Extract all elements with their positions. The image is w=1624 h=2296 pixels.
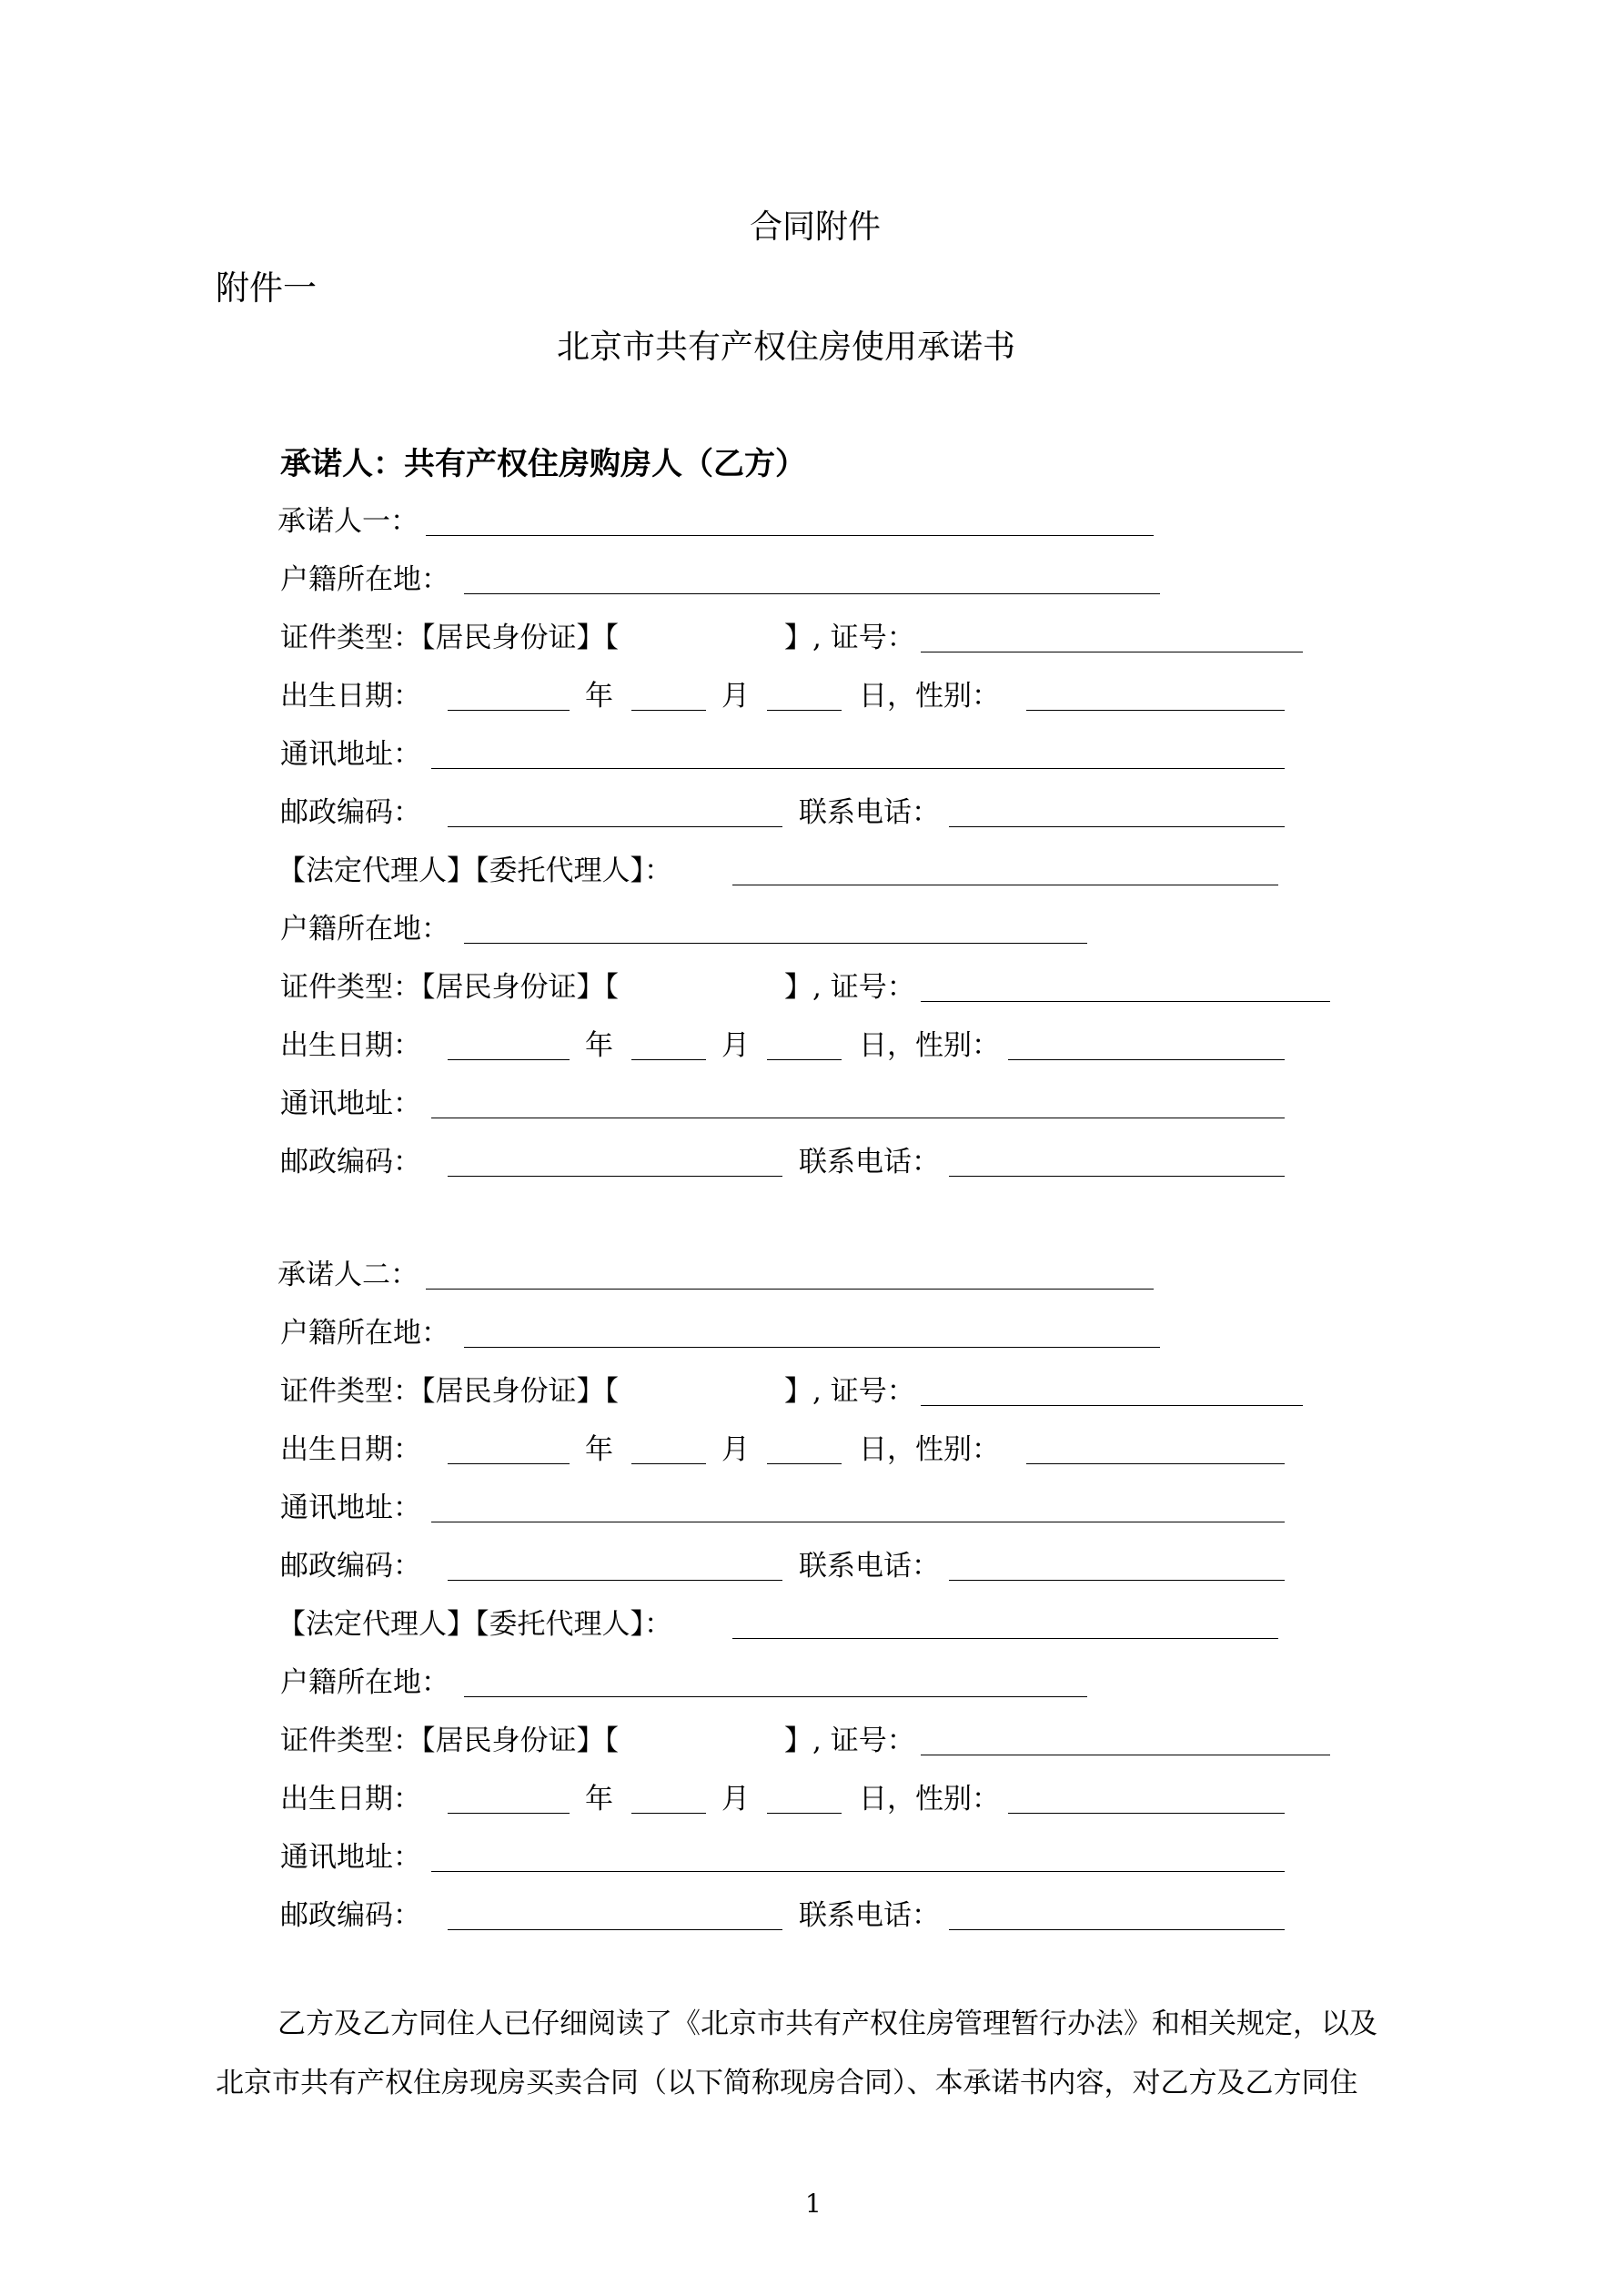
id-type-label-2: 证件类型：【居民身份证】【 — [280, 1375, 619, 1408]
agent-id-type-label-2: 证件类型：【居民身份证】【 — [280, 1725, 619, 1757]
agent-year-label: 年 — [585, 1029, 613, 1062]
agent-id-number-field[interactable] — [921, 1001, 1330, 1002]
birth-date-label: 出生日期： — [280, 680, 421, 713]
phone-field-2[interactable] — [949, 1580, 1285, 1581]
agent-address-field-2[interactable] — [431, 1871, 1285, 1872]
body-paragraph-line-2: 北京市共有产权住房现房买卖合同（以下简称现房合同）、本承诺书内容，对乙方及乙方同住 — [216, 2067, 1358, 2099]
agent-household-label: 户籍所在地： — [280, 913, 449, 946]
gender-field[interactable] — [1026, 710, 1285, 711]
agent-postcode-label-2: 邮政编码： — [280, 1899, 421, 1932]
agent-household-label-2: 户籍所在地： — [280, 1666, 449, 1699]
agent-phone-field[interactable] — [949, 1176, 1285, 1177]
address-label: 通讯地址： — [280, 738, 421, 771]
promisor-heading: 承诺人：共有产权住房购房人（乙方） — [280, 446, 806, 482]
household-field-2[interactable] — [464, 1347, 1160, 1348]
id-type-label: 证件类型：【居民身份证】【 — [280, 622, 619, 654]
id-number-field-2[interactable] — [921, 1405, 1303, 1406]
postcode-label-2: 邮政编码： — [280, 1550, 421, 1583]
household-field[interactable] — [464, 593, 1160, 594]
address-field[interactable] — [431, 768, 1285, 769]
agent-household-field[interactable] — [464, 943, 1087, 944]
day-gender-label-2: 日，性别： — [859, 1433, 1000, 1466]
phone-field[interactable] — [949, 826, 1285, 827]
agent-phone-label: 联系电话： — [799, 1146, 940, 1178]
agent-year-label-2: 年 — [585, 1783, 613, 1816]
birth-year-field-2[interactable] — [448, 1463, 570, 1464]
document-title: 北京市共有产权住房使用承诺书 — [557, 329, 1016, 366]
address-label-2: 通讯地址： — [280, 1492, 421, 1524]
agent-birth-day-field[interactable] — [767, 1059, 842, 1060]
agent-label-2: 【法定代理人】【委托代理人】： — [277, 1608, 672, 1641]
promisor-two-field[interactable] — [426, 1289, 1154, 1290]
birth-year-field[interactable] — [448, 710, 570, 711]
postcode-field-2[interactable] — [448, 1580, 782, 1581]
agent-household-field-2[interactable] — [464, 1696, 1087, 1697]
agent-month-label-2: 月 — [721, 1783, 750, 1816]
birth-day-field[interactable] — [767, 710, 842, 711]
gender-field-2[interactable] — [1026, 1463, 1285, 1464]
page-number: 1 — [805, 2189, 822, 2219]
year-label: 年 — [585, 680, 613, 713]
agent-birth-month-field-2[interactable] — [631, 1813, 706, 1814]
id-number-label-2: 】, 证号： — [784, 1375, 915, 1408]
agent-field-2[interactable] — [732, 1638, 1278, 1639]
month-label-2: 月 — [721, 1433, 750, 1466]
agent-birth-day-field-2[interactable] — [767, 1813, 842, 1814]
agent-id-number-label-2: 】, 证号： — [784, 1725, 915, 1757]
agent-phone-field-2[interactable] — [949, 1929, 1285, 1930]
promisor-one-label: 承诺人一： — [277, 505, 419, 538]
phone-label-2: 联系电话： — [799, 1550, 940, 1583]
agent-day-gender-label: 日，性别： — [859, 1029, 1000, 1062]
birth-day-field-2[interactable] — [767, 1463, 842, 1464]
household-label-2: 户籍所在地： — [280, 1317, 449, 1350]
postcode-field[interactable] — [448, 826, 782, 827]
agent-birth-month-field[interactable] — [631, 1059, 706, 1060]
agent-birth-year-field-2[interactable] — [448, 1813, 570, 1814]
agent-postcode-field-2[interactable] — [448, 1929, 782, 1930]
agent-gender-field-2[interactable] — [1008, 1813, 1285, 1814]
birth-date-label-2: 出生日期： — [280, 1433, 421, 1466]
agent-postcode-label: 邮政编码： — [280, 1146, 421, 1178]
day-gender-label: 日，性别： — [859, 680, 1000, 713]
promisor-two-label: 承诺人二： — [277, 1259, 419, 1291]
agent-id-number-label: 】, 证号： — [784, 971, 915, 1004]
id-number-label: 】, 证号： — [784, 622, 915, 654]
month-label: 月 — [721, 680, 750, 713]
agent-label: 【法定代理人】【委托代理人】： — [277, 855, 672, 887]
agent-address-label-2: 通讯地址： — [280, 1841, 421, 1874]
agent-postcode-field[interactable] — [448, 1176, 782, 1177]
birth-month-field[interactable] — [631, 710, 706, 711]
attachment-label: 附件一 — [216, 268, 317, 308]
agent-day-gender-label-2: 日，性别： — [859, 1783, 1000, 1816]
agent-gender-field[interactable] — [1008, 1059, 1285, 1060]
agent-address-label: 通讯地址： — [280, 1087, 421, 1120]
year-label-2: 年 — [585, 1433, 613, 1466]
household-label: 户籍所在地： — [280, 563, 449, 596]
body-paragraph-line-1: 乙方及乙方同住人已仔细阅读了《北京市共有产权住房管理暂行办法》和相关规定，以及 — [277, 2008, 1377, 2040]
postcode-label: 邮政编码： — [280, 796, 421, 829]
birth-month-field-2[interactable] — [631, 1463, 706, 1464]
agent-phone-label-2: 联系电话： — [799, 1899, 940, 1932]
promisor-one-field[interactable] — [426, 535, 1154, 536]
agent-birth-year-field[interactable] — [448, 1059, 570, 1060]
agent-birth-date-label: 出生日期： — [280, 1029, 421, 1062]
page-title: 合同附件 — [750, 208, 882, 246]
agent-id-type-label: 证件类型：【居民身份证】【 — [280, 971, 619, 1004]
phone-label: 联系电话： — [799, 796, 940, 829]
agent-month-label: 月 — [721, 1029, 750, 1062]
agent-birth-date-label-2: 出生日期： — [280, 1783, 421, 1816]
